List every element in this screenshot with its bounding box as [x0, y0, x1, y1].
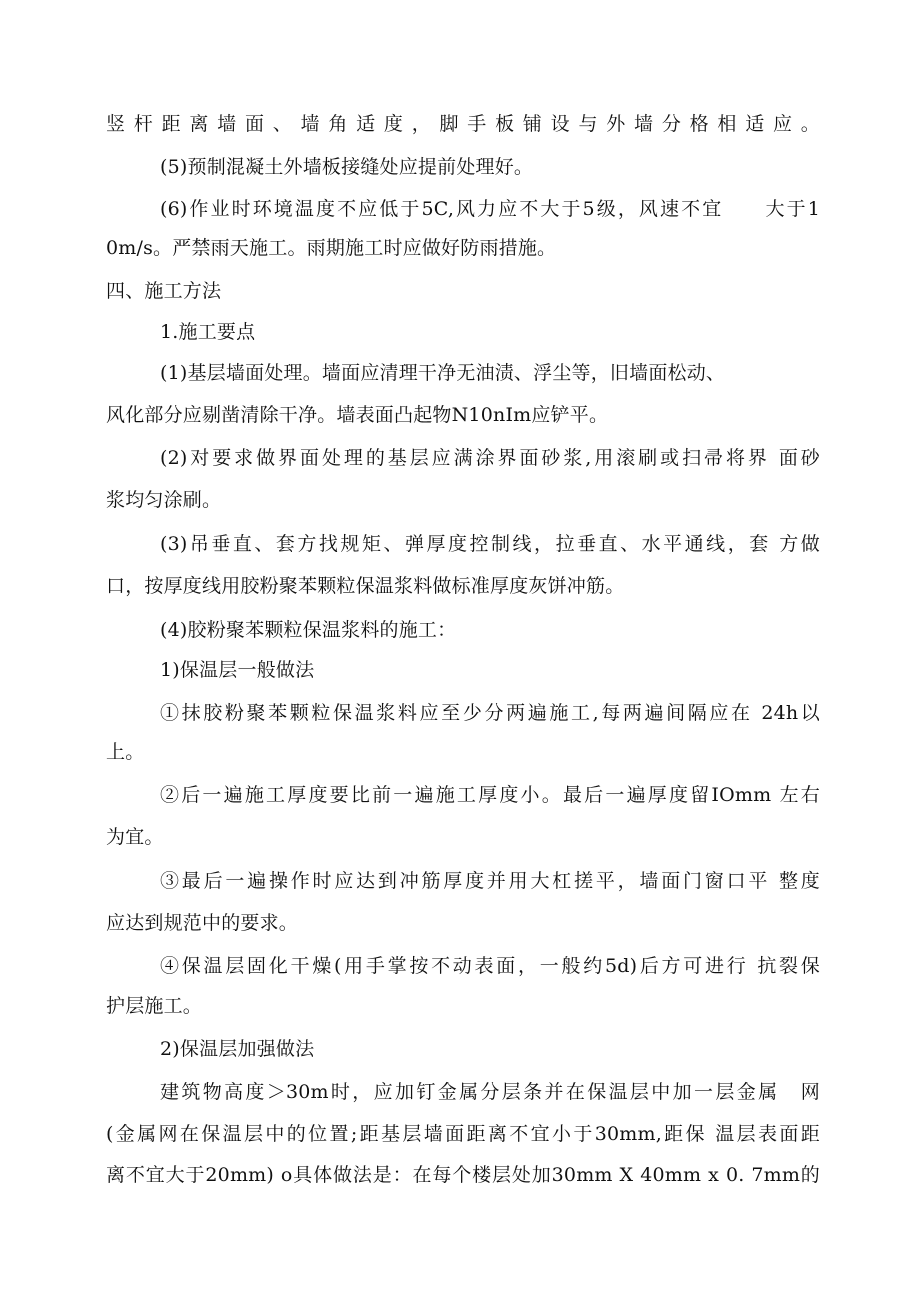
- paragraph-line: 0m/s。严禁雨天施工。雨期施工时应做好防雨措施。: [106, 237, 557, 259]
- paragraph-line: 口，按厚度线用胶粉聚苯颗粒保温浆料做标准厚度灰饼冲筋。: [106, 575, 625, 597]
- paragraph-line: ③最后一遍操作时应达到冲筋厚度并用大杠搓平，墙面门窗口平 整度: [160, 870, 820, 892]
- subsection-heading: 1.施工要点: [160, 321, 256, 343]
- paragraph-line: 为宜。: [106, 826, 164, 848]
- list-heading: 1)保温层一般做法: [160, 659, 315, 681]
- paragraph-line: 建筑物高度＞30m时，应加钉金属分层条并在保温层中加一层金属 网: [160, 1081, 820, 1103]
- paragraph-line: 风化部分应剔凿清除干净。墙表面凸起物N10nIm应铲平。: [106, 404, 609, 426]
- paragraph-line: (金属网在保温层中的位置;距基层墙面距离不宜小于30mm,距保 温层表面距: [106, 1123, 820, 1145]
- paragraph-line: ②后一遍施工厚度要比前一遍施工厚度小。最后一遍厚度留IOmm 左右: [160, 784, 820, 806]
- paragraph-line: 护层施工。: [106, 995, 203, 1017]
- section-heading: 四、施工方法: [106, 280, 222, 302]
- paragraph-line: 浆均匀涂刷。: [106, 489, 222, 511]
- list-heading: 2)保温层加强做法: [160, 1038, 315, 1060]
- paragraph-line: 上。: [106, 741, 145, 763]
- paragraph-line: (3)吊垂直、套方找规矩、弹厚度控制线，拉垂直、水平通线，套 方做: [160, 533, 820, 555]
- paragraph-line: ①抹胶粉聚苯颗粒保温浆料应至少分两遍施工,每两遍间隔应在 24h以: [160, 702, 820, 724]
- paragraph-line: (4)胶粉聚苯颗粒保温浆料的施工：: [160, 619, 457, 641]
- paragraph-line: (2)对要求做界面处理的基层应满涂界面砂浆,用滚刷或扫帚将界 面砂: [160, 447, 820, 469]
- paragraph-line: (1)基层墙面处理。墙面应清理干净无油渍、浮尘等，旧墙面松动、: [160, 362, 726, 384]
- paragraph-line: (5)预制混凝土外墙板接缝处应提前处理好。: [160, 156, 534, 178]
- paragraph-line: ④保温层固化干燥(用手掌按不动表面，一般约5d)后方可进行 抗裂保: [160, 955, 820, 977]
- paragraph-line: 应达到规范中的要求。: [106, 912, 299, 934]
- paragraph-line: 离不宜大于20mm) o具体做法是：在每个楼层处加30mm X 40mm x 0. 7mm的: [106, 1164, 820, 1186]
- paragraph-line: 竖杆距离墙面、墙角适度，脚手板铺设与外墙分格相适应。: [106, 113, 820, 135]
- paragraph-line: (6)作业时环境温度不应低于5C,风力应不大于5级，风速不宜 大于1: [160, 198, 820, 220]
